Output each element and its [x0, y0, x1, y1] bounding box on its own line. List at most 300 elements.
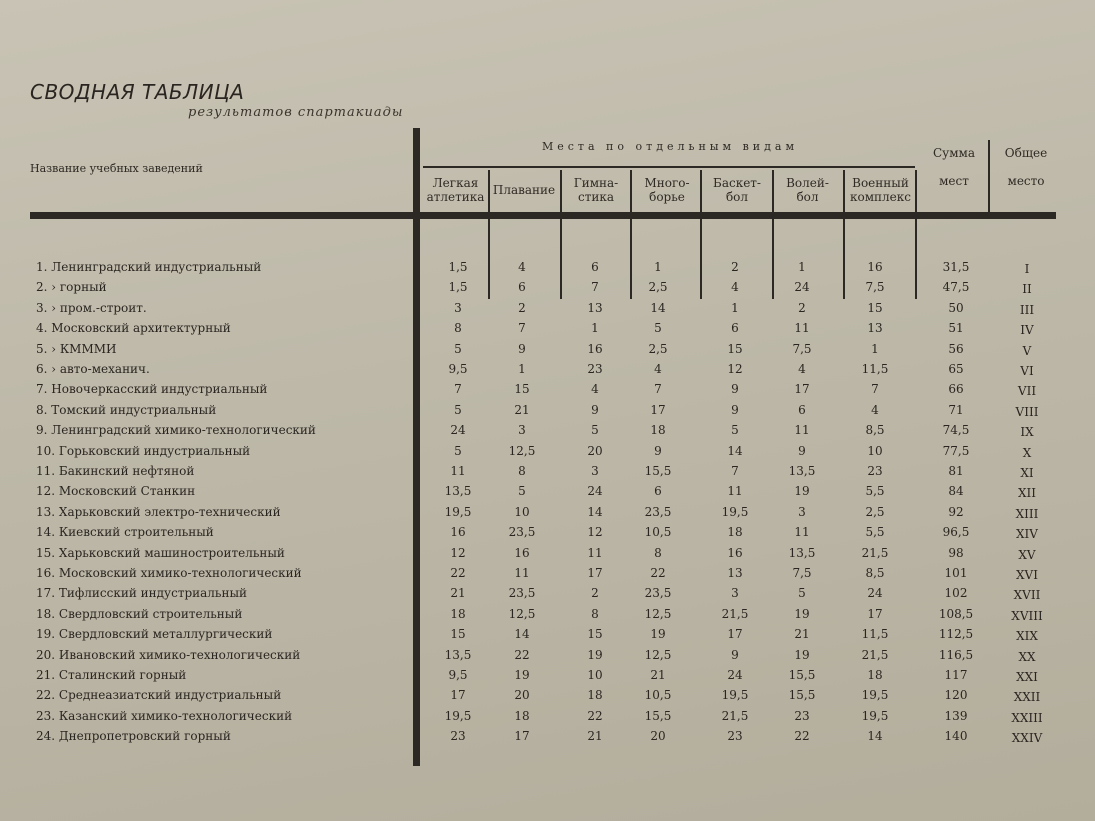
- sum-cell: 47,5: [942, 280, 970, 295]
- score-cell: 8: [591, 606, 599, 621]
- score-cell: 21: [450, 586, 466, 601]
- score-cell: 19,5: [721, 688, 749, 703]
- column-divider-lower: [488, 219, 490, 299]
- institution-name: [36, 648, 408, 662]
- place-cell: IX: [1020, 425, 1034, 440]
- institution-label: 5. › КММMИ: [36, 341, 117, 356]
- institution-name: [36, 321, 408, 335]
- column-divider-lower: [630, 219, 632, 299]
- header-sum-line1: Сумма: [932, 146, 976, 160]
- score-cell: 7: [518, 321, 526, 336]
- score-cell: 12,5: [508, 606, 536, 621]
- institution-label: 8. Томский индустриальный: [36, 402, 217, 417]
- table-subtitle: результатов спартакиады: [188, 105, 404, 120]
- score-cell: 11,5: [861, 362, 889, 376]
- score-cell: 12: [587, 525, 603, 540]
- score-cell: 23,5: [508, 586, 536, 601]
- score-cell: 17: [794, 382, 810, 397]
- score-cell: 15,5: [644, 464, 672, 478]
- place-cell: XIII: [1015, 506, 1039, 521]
- score-cell: 23: [794, 708, 810, 723]
- place-cell: IV: [1020, 323, 1034, 338]
- score-cell: 13,5: [788, 545, 816, 560]
- score-cell: 1: [731, 300, 739, 315]
- score-cell: 5: [454, 402, 462, 417]
- score-cell: 15: [587, 627, 603, 642]
- place-cell: III: [1019, 302, 1035, 317]
- score-cell: 5: [591, 423, 599, 438]
- score-cell: 23: [727, 729, 743, 744]
- header-sport-line2: атлетика: [426, 190, 485, 204]
- score-cell: 9,5: [448, 362, 468, 376]
- score-cell: 8,5: [865, 566, 885, 580]
- score-cell: 16: [450, 525, 466, 540]
- institution-label: 9. Ленинградский химико-технологический: [36, 423, 316, 438]
- column-divider: [772, 170, 774, 212]
- score-cell: 13: [587, 300, 603, 315]
- score-cell: 5: [798, 586, 806, 601]
- score-cell: 14: [727, 443, 743, 458]
- institution-label: 22. Среднеазиатский индустриальный: [36, 688, 282, 703]
- sum-cell: 117: [944, 668, 968, 682]
- header-sport-line1: Волей-: [786, 176, 829, 190]
- score-cell: 4: [654, 362, 662, 376]
- score-cell: 19: [650, 627, 666, 642]
- score-cell: 7: [654, 382, 662, 397]
- column-divider-lower: [772, 219, 774, 299]
- sum-cell: 96,5: [942, 525, 970, 540]
- score-cell: 12: [450, 545, 466, 560]
- column-divider: [630, 170, 632, 212]
- score-cell: 5,5: [865, 484, 885, 499]
- header-sum: [918, 146, 990, 188]
- institution-label: 15. Харьковский машиностроительный: [36, 545, 285, 560]
- score-cell: 13,5: [444, 484, 472, 499]
- institution-name: [36, 566, 408, 580]
- score-cell: 23,5: [508, 525, 536, 540]
- score-cell: 17: [727, 627, 743, 642]
- score-cell: 9: [654, 443, 662, 458]
- sum-cell: 31,5: [942, 260, 970, 274]
- score-cell: 15,5: [788, 688, 816, 703]
- score-cell: 1,5: [448, 280, 468, 295]
- place-cell: XXIV: [1011, 731, 1043, 746]
- score-cell: 19: [514, 668, 530, 682]
- header-sum-line2: мест: [939, 174, 969, 188]
- score-cell: 5: [454, 443, 462, 458]
- sum-cell: 112,5: [938, 627, 974, 642]
- score-cell: 2: [798, 300, 806, 315]
- score-cell: 19,5: [861, 708, 889, 723]
- score-cell: 23,5: [644, 504, 672, 519]
- header-sport-7: [843, 176, 918, 204]
- sum-cell: 120: [944, 688, 968, 703]
- main-vertical-rule: [413, 128, 420, 766]
- score-cell: 4: [731, 280, 739, 295]
- score-cell: 9: [731, 647, 739, 662]
- score-cell: 13,5: [788, 464, 816, 478]
- score-cell: 8: [454, 321, 462, 336]
- score-cell: 18: [514, 708, 530, 723]
- score-cell: 9: [591, 402, 599, 417]
- institution-name: [36, 525, 408, 539]
- column-divider: [560, 170, 562, 212]
- institution-name: [36, 444, 408, 458]
- score-cell: 3: [798, 504, 806, 519]
- column-divider: [700, 170, 702, 212]
- score-cell: 3: [518, 423, 526, 438]
- score-cell: 19: [794, 484, 810, 499]
- score-cell: 17: [514, 729, 530, 744]
- header-sport-1: [423, 176, 488, 204]
- sum-cell: 66: [948, 382, 964, 397]
- place-cell: XIX: [1016, 629, 1038, 644]
- score-cell: 22: [794, 729, 810, 744]
- score-cell: 7,5: [865, 280, 885, 295]
- score-cell: 13,5: [444, 647, 472, 662]
- header-sport-5: [702, 176, 772, 204]
- score-cell: 21,5: [721, 708, 749, 723]
- institution-label: 3. › пром.-строит.: [36, 300, 147, 315]
- score-cell: 19: [794, 606, 810, 621]
- score-cell: 24: [794, 280, 810, 295]
- score-cell: 7,5: [792, 566, 812, 580]
- score-cell: 15: [514, 382, 530, 397]
- institution-label: 7. Новочеркасский индустриальный: [36, 382, 268, 397]
- score-cell: 20: [514, 688, 530, 703]
- place-cell: V: [1022, 343, 1032, 358]
- place-cell: XXII: [1013, 690, 1041, 705]
- score-cell: 18: [650, 423, 666, 438]
- header-sport-6: [772, 176, 843, 204]
- score-cell: 15: [867, 300, 883, 315]
- score-cell: 4: [798, 362, 806, 376]
- score-cell: 19,5: [721, 504, 749, 519]
- score-cell: 19: [587, 647, 603, 662]
- score-cell: 24: [587, 484, 603, 499]
- score-cell: 11: [514, 566, 530, 580]
- score-cell: 14: [587, 504, 603, 519]
- place-cell: XIV: [1016, 527, 1038, 542]
- header-sport-4: [632, 176, 702, 204]
- institution-name: [36, 709, 408, 723]
- header-sport-line2: бол: [725, 190, 749, 204]
- score-cell: 8: [518, 464, 526, 478]
- score-cell: 5: [731, 423, 739, 438]
- score-cell: 2: [591, 586, 599, 601]
- score-cell: 21,5: [861, 545, 889, 560]
- score-cell: 5: [654, 321, 662, 336]
- sum-cell: 50: [948, 300, 964, 315]
- score-cell: 2,5: [865, 504, 885, 519]
- score-cell: 15,5: [644, 708, 672, 723]
- header-name-column: Название учебных заведений: [30, 162, 203, 175]
- sum-cell: 71: [948, 402, 964, 417]
- score-cell: 18: [727, 525, 743, 540]
- score-cell: 10: [587, 668, 603, 682]
- score-cell: 16: [727, 545, 743, 560]
- header-sport-line2: комплекс: [849, 190, 911, 204]
- score-cell: 6: [518, 280, 526, 295]
- score-cell: 5: [518, 484, 526, 499]
- score-cell: 21: [794, 627, 810, 642]
- institution-name: [36, 362, 408, 376]
- header-sport-2: [488, 183, 560, 197]
- column-divider: [843, 170, 845, 212]
- institution-name: [36, 546, 408, 560]
- score-cell: 1: [871, 341, 879, 356]
- header-place-line1: Общее: [1004, 146, 1048, 160]
- table-title: СВОДНАЯ ТАБЛИЦА: [30, 80, 245, 104]
- score-cell: 2: [731, 260, 739, 274]
- score-cell: 7: [591, 280, 599, 295]
- score-cell: 22: [450, 566, 466, 580]
- score-cell: 11: [794, 525, 810, 540]
- score-cell: 3: [731, 586, 739, 601]
- score-cell: 19: [794, 647, 810, 662]
- score-cell: 14: [514, 627, 530, 642]
- header-place-line2: место: [1007, 174, 1045, 188]
- place-cell: XI: [1020, 466, 1034, 480]
- institution-label: 21. Сталинский горный: [36, 668, 187, 682]
- institution-label: 14. Киевский строительный: [36, 525, 214, 540]
- place-cell: VI: [1020, 364, 1034, 378]
- score-cell: 1: [591, 321, 599, 336]
- place-cell: VIII: [1015, 404, 1039, 419]
- institution-name: [36, 403, 408, 417]
- place-cell: XV: [1018, 547, 1036, 562]
- institution-name: [36, 464, 408, 478]
- score-cell: 9: [731, 382, 739, 397]
- sum-cell: 139: [944, 708, 968, 723]
- score-cell: 9: [518, 341, 526, 356]
- institution-label: 23. Казанский химико-технологический: [36, 708, 293, 723]
- sum-cell: 56: [948, 341, 964, 356]
- score-cell: 17: [587, 566, 603, 580]
- institution-label: 20. Ивановский химико-технологический: [36, 647, 301, 662]
- score-cell: 17: [867, 606, 883, 621]
- institution-label: 18. Свердловский строительный: [36, 606, 243, 621]
- institution-label: 4. Московский архитектурный: [36, 321, 231, 336]
- score-cell: 10: [514, 504, 530, 519]
- score-cell: 8,5: [865, 423, 885, 438]
- score-cell: 6: [798, 402, 806, 417]
- score-cell: 1: [518, 362, 526, 376]
- score-cell: 6: [731, 321, 739, 336]
- header-sport-line1: Баскет-: [713, 176, 761, 190]
- institution-label: 10. Горьковский индустриальный: [36, 443, 251, 458]
- score-cell: 20: [587, 443, 603, 458]
- institution-name: [36, 382, 408, 396]
- institution-label: 16. Московский химико-технологический: [36, 566, 302, 580]
- sum-cell: 65: [948, 362, 964, 376]
- score-cell: 22: [650, 566, 666, 580]
- score-cell: 9: [731, 402, 739, 417]
- score-cell: 21,5: [721, 606, 749, 621]
- score-cell: 14: [650, 300, 666, 315]
- institution-label: 17. Тифлисский индустриальный: [36, 586, 248, 601]
- sum-cell: 102: [944, 586, 968, 601]
- score-cell: 9,5: [448, 668, 468, 682]
- score-cell: 4: [871, 402, 879, 417]
- sum-cell: 101: [944, 566, 968, 580]
- sum-cell: 77,5: [942, 443, 970, 458]
- place-cell: II: [1022, 282, 1032, 297]
- institution-label: 12. Московский Станкин: [36, 484, 196, 499]
- score-cell: 21: [650, 668, 666, 682]
- sum-cell: 74,5: [942, 423, 970, 438]
- score-cell: 12,5: [644, 606, 672, 621]
- sum-cell: 84: [948, 484, 964, 499]
- header-sport-line1: Гимна-: [573, 176, 619, 190]
- institution-name: [36, 729, 408, 743]
- place-cell: I: [1024, 262, 1030, 276]
- place-cell: XII: [1017, 486, 1037, 501]
- score-cell: 3: [454, 300, 462, 315]
- header-sport-line2: борье: [649, 190, 685, 204]
- score-cell: 13: [867, 321, 883, 336]
- score-cell: 10,5: [644, 688, 672, 703]
- score-cell: 21: [587, 729, 603, 744]
- score-cell: 10,5: [644, 525, 672, 540]
- score-cell: 11: [450, 464, 466, 478]
- institution-label: 13. Харьковский электро-технический: [36, 504, 281, 519]
- sum-cell: 81: [948, 464, 964, 478]
- score-cell: 3: [591, 464, 599, 478]
- column-divider: [988, 140, 990, 212]
- score-cell: 17: [450, 688, 466, 703]
- score-cell: 1,5: [448, 260, 468, 274]
- score-cell: 23: [867, 464, 883, 478]
- score-cell: 18: [450, 606, 466, 621]
- score-cell: 22: [514, 647, 530, 662]
- place-cell: XVIII: [1011, 608, 1043, 623]
- score-cell: 1: [798, 260, 806, 274]
- institution-label: 24. Днепропетровский горный: [36, 729, 231, 744]
- score-cell: 23: [450, 729, 466, 744]
- score-cell: 21: [514, 402, 530, 417]
- institution-name: [36, 505, 408, 519]
- score-cell: 4: [591, 382, 599, 397]
- score-cell: 17: [650, 402, 666, 417]
- header-sport-line1: Легкая: [432, 176, 479, 190]
- institution-name: [36, 342, 408, 356]
- score-cell: 7: [731, 464, 739, 478]
- score-cell: 23: [587, 362, 603, 376]
- score-cell: 18: [587, 688, 603, 703]
- institution-name: [36, 688, 408, 702]
- score-cell: 19,5: [444, 708, 472, 723]
- place-cell: XVI: [1016, 568, 1038, 582]
- column-divider: [488, 170, 490, 212]
- score-cell: 12,5: [508, 443, 536, 458]
- institution-name: [36, 280, 408, 294]
- score-cell: 23,5: [644, 586, 672, 601]
- column-divider-sum: [915, 219, 917, 299]
- place-cell: XXI: [1016, 670, 1038, 684]
- header-sport-line1: Много-: [644, 176, 690, 190]
- score-cell: 7,5: [792, 341, 812, 356]
- place-cell: VII: [1017, 384, 1037, 399]
- score-cell: 11: [727, 484, 743, 499]
- place-cell: XXIII: [1011, 710, 1043, 725]
- institution-name: [36, 668, 408, 682]
- institution-name: [36, 301, 408, 315]
- score-cell: 22: [587, 708, 603, 723]
- header-sport-line1: Военный: [852, 176, 909, 190]
- place-cell: XVII: [1013, 588, 1041, 603]
- score-cell: 16: [867, 260, 883, 274]
- score-cell: 15: [727, 341, 743, 356]
- institution-label: 6. › авто-механич.: [36, 362, 150, 376]
- score-cell: 19,5: [444, 504, 472, 519]
- score-cell: 5,5: [865, 525, 885, 540]
- institution-name: [36, 627, 408, 641]
- score-cell: 11,5: [861, 627, 889, 642]
- sum-cell: 98: [948, 545, 964, 560]
- score-cell: 11: [794, 321, 810, 336]
- header-sport-line2: бол: [796, 190, 819, 204]
- column-divider-lower: [560, 219, 562, 299]
- score-cell: 15: [450, 627, 466, 642]
- score-cell: 2,5: [648, 280, 668, 295]
- score-cell: 6: [591, 260, 599, 274]
- institution-label: 11. Бакинский нефтяной: [36, 464, 195, 478]
- institution-name: [36, 607, 408, 621]
- header-group-label: Места по отдельным видам: [541, 140, 799, 153]
- sum-cell: 140: [944, 729, 968, 744]
- institution-label: 2. › горный: [36, 280, 107, 295]
- sum-cell: 51: [948, 321, 964, 336]
- header-sport-3: [560, 176, 632, 204]
- column-divider: [915, 170, 917, 212]
- place-cell: XX: [1018, 649, 1036, 664]
- sum-cell: 108,5: [938, 606, 974, 621]
- score-cell: 16: [587, 341, 603, 356]
- score-cell: 12: [727, 362, 743, 376]
- header-sport-line1: Плавание: [492, 183, 556, 197]
- score-cell: 1: [654, 260, 662, 274]
- institution-name: [36, 423, 408, 437]
- score-cell: 4: [518, 260, 526, 274]
- score-cell: 24: [450, 423, 466, 438]
- score-cell: 13: [727, 566, 743, 580]
- score-cell: 2,5: [648, 341, 668, 356]
- sum-cell: 92: [948, 504, 964, 519]
- institution-name: [36, 586, 408, 600]
- score-cell: 11: [794, 423, 810, 438]
- score-cell: 21,5: [861, 647, 889, 662]
- institution-name: [36, 484, 408, 498]
- score-cell: 14: [867, 729, 883, 744]
- header-rule: [30, 212, 1056, 219]
- header-sport-line2: стика: [577, 190, 614, 204]
- score-cell: 7: [871, 382, 879, 397]
- score-cell: 10: [867, 443, 883, 458]
- column-divider-lower: [700, 219, 702, 299]
- score-cell: 15,5: [788, 668, 816, 682]
- institution-label: 1. Ленинградский индустриальный: [36, 260, 262, 274]
- column-divider-lower: [843, 219, 845, 299]
- sum-cell: 116,5: [938, 647, 974, 662]
- institution-name: [36, 260, 408, 274]
- score-cell: 6: [654, 484, 662, 499]
- place-cell: X: [1022, 445, 1032, 460]
- score-cell: 20: [650, 729, 666, 744]
- score-cell: 9: [798, 443, 806, 458]
- score-cell: 24: [867, 586, 883, 601]
- score-cell: 2: [518, 300, 526, 315]
